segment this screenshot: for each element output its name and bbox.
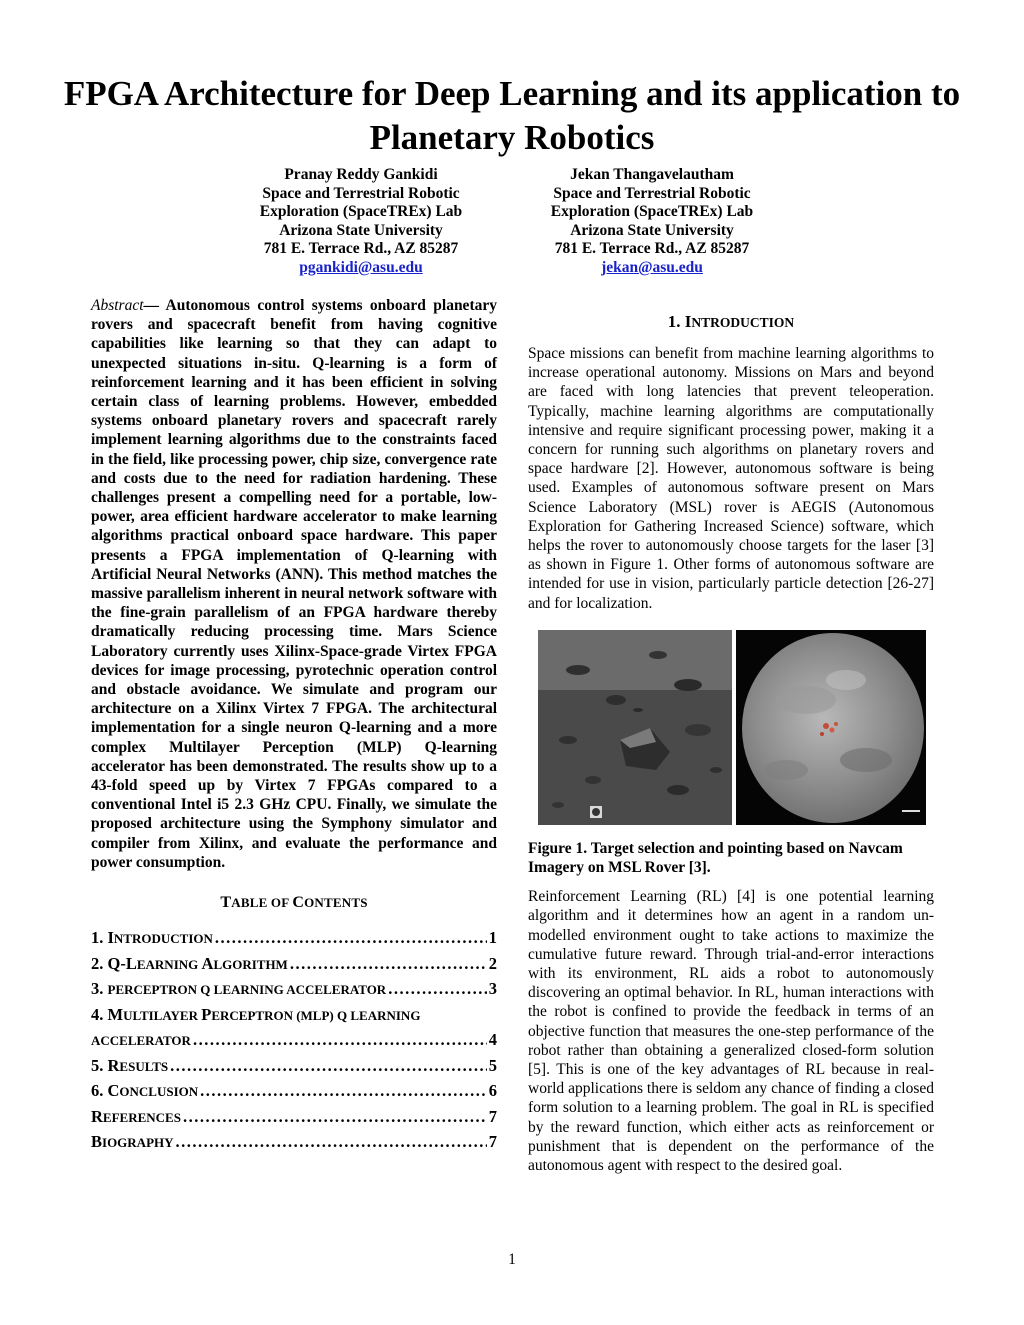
page-number: 1 bbox=[508, 1251, 516, 1268]
toc-entry-results[interactable]: 5. RESULTS ..... 5 bbox=[91, 1054, 497, 1080]
abstract-dash: — bbox=[143, 297, 160, 314]
toc-page-number: 7 bbox=[488, 1106, 497, 1126]
toc-page-number: 1 bbox=[488, 928, 497, 948]
author-address: 781 E. Terrace Rd., AZ 85287 bbox=[554, 240, 750, 258]
toc-entry-mlp-accelerator[interactable]: ACCELERATOR ..... 4 bbox=[91, 1028, 497, 1054]
author-affiliation: Space and Terrestrial Robotic bbox=[262, 184, 460, 202]
author-name: Pranay Reddy Gankidi bbox=[284, 166, 438, 183]
toc-page-number: 5 bbox=[488, 1055, 497, 1075]
author-affiliation: Space and Terrestrial Robotic bbox=[553, 184, 751, 202]
toc-entry-mlp-accelerator-line1[interactable]: 4. MULTILAYER PERCEPTRON (MLP) Q LEARNING bbox=[91, 1004, 421, 1024]
abstract-text: Autonomous control systems onboard planetary rovers and spacecraft benefit from having cognitive capabilities like learning so that they can adapt to unexpected situations in-situ. Q-learning is a form of reinforcement learning and it has been efficient in solving certain class of learning problems. However, embedded systems onboard planetary rovers and spacecraft rarely implement learning algorithms due to the constraints faced in the field, like processing power, chip size, convergence rate and costs due to the need for radiation hardening. These challenges present a compelling need for a portable, low-power, area efficient hardware accelerator to make learning algorithms practical onboard space hardware. This paper presents a FPGA implementation of Q-learning with Artificial Neural Networks (ANN). This method matches the massive parallelism inherent in neural network software with the fine-grain parallelism of an FPGA hardware thereby dramatically reducing processing time. Mars Science Laboratory currently uses Xilinx-Space-grade Virtex FPGA devices for image processing, pyrotechnic operation control and obstacle avoidance. We simulate and program our architecture on a Xilinx Virtex 7 FPGA. The architectural implementation for a single neuron Q-learning and a more complex Multilayer Perception (MLP) Q-learning accelerator has been demonstrated. The results show up to a 43-fold speed up by Virtex 7 FPGAs compared to a conventional Intel i5 2.3 GHz CPU. Finally, we simulate the proposed architecture using the Symphony simulator and compiler from Xilinx, and evaluate the performance and power consumption. bbox=[91, 297, 497, 871]
toc-entry-perceptron-accelerator[interactable]: 3. PERCEPTRON Q LEARNING ACCELERATOR ..... 3 bbox=[91, 977, 497, 1003]
intro-paragraph-2: Reinforcement Learning (RL) [4] is one potential learning algorithm and it determines how an agent in a random un-modelled environment ought to take actions to maximize the cumulative future reward. Through trial-and-error interactions with its environment, RL aids a robot to autonomously discovering an optimal behavior. In RL, human interactions with the robot is confined to provide the feedback in terms of an objective function that measures the one-step performance of the robot rather than obtaining a generalized closed-form solution [5]. This is one of the key advantages of RL because in real-world applications there is seldom any chance of finding a closed form solution to a learning problem. The goal in RL is specified by the reward function, which either acts as reinforcement or punishment that is dependent on the performance of the autonomous agent with respect to the desired goal. bbox=[528, 888, 934, 1175]
mars-terrain-image bbox=[538, 630, 732, 825]
author-university: Arizona State University bbox=[570, 221, 734, 239]
toc-entry-references[interactable]: REFERENCES ..... 7 bbox=[91, 1105, 497, 1131]
author-email-link[interactable]: pgankidi@asu.edu bbox=[299, 258, 423, 276]
author-block-1 bbox=[211, 166, 511, 278]
intro-paragraph-1: Space missions can benefit from machine learning algorithms to increase operational autonomy. Missions on Mars and beyond are faced with long latencies that prevent teleoperation. Typically, machine learning algorithms are computationally intensive and require significant processing power, making it a concern for running such algorithms on planetary rovers and space hardware [2]. However, autonomous software is being used. Examples of autonomous software present on Mars Science Laboratory (MSL) rover is AEGIS (Autonomous Exploration for Gathering Increased Science) software, which helps the rover to autonomously choose targets for the laser [3] as shown in Figure 1. Other forms of autonomous software are intended for use in vision, particularly particle detection [26-27] and for localization. bbox=[528, 345, 934, 612]
toc-page-number: 2 bbox=[488, 953, 497, 973]
author-address: 781 E. Terrace Rd., AZ 85287 bbox=[263, 240, 459, 258]
toc-page-number: 6 bbox=[488, 1081, 497, 1101]
figure-1 bbox=[538, 630, 926, 825]
author-block-2 bbox=[502, 166, 802, 278]
toc-entry-biography[interactable]: BIOGRAPHY ..... 7 bbox=[91, 1130, 497, 1156]
toc-page-number: 4 bbox=[488, 1030, 497, 1050]
figure-caption: Figure 1. Target selection and pointing based on Navcam Imagery on MSL Rover [3]. bbox=[528, 839, 903, 877]
section-heading-introduction: 1. INTRODUCTION bbox=[667, 312, 795, 331]
author-affiliation: Exploration (SpaceTREx) Lab bbox=[259, 203, 463, 221]
paper-title: FPGA Architecture for Deep Learning and its application to Planetary Robotics bbox=[63, 74, 961, 157]
author-affiliation: Exploration (SpaceTREx) Lab bbox=[550, 203, 754, 221]
toc-entry-introduction[interactable]: 1. INTRODUCTION ..... 1 bbox=[91, 926, 497, 952]
abstract-label: Abstract bbox=[91, 297, 144, 314]
author-university: Arizona State University bbox=[279, 221, 443, 239]
left-column bbox=[91, 296, 497, 1156]
toc-entry-q-learning-algorithm[interactable]: 2. Q-LEARNING ALGORITHM ..... 2 bbox=[91, 952, 497, 978]
author-email-link[interactable]: jekan@asu.edu bbox=[601, 258, 703, 276]
author-name: Jekan Thangavelautham bbox=[570, 166, 734, 183]
toc-page-number: 7 bbox=[488, 1132, 497, 1152]
toc-entry-conclusion[interactable]: 6. CONCLUSION ..... 6 bbox=[91, 1079, 497, 1105]
right-column bbox=[528, 312, 934, 1175]
toc-heading: TABLE OF CONTENTS bbox=[220, 894, 368, 912]
abstract bbox=[91, 296, 497, 872]
rock-target-image bbox=[736, 630, 926, 825]
toc-page-number: 3 bbox=[488, 979, 497, 999]
